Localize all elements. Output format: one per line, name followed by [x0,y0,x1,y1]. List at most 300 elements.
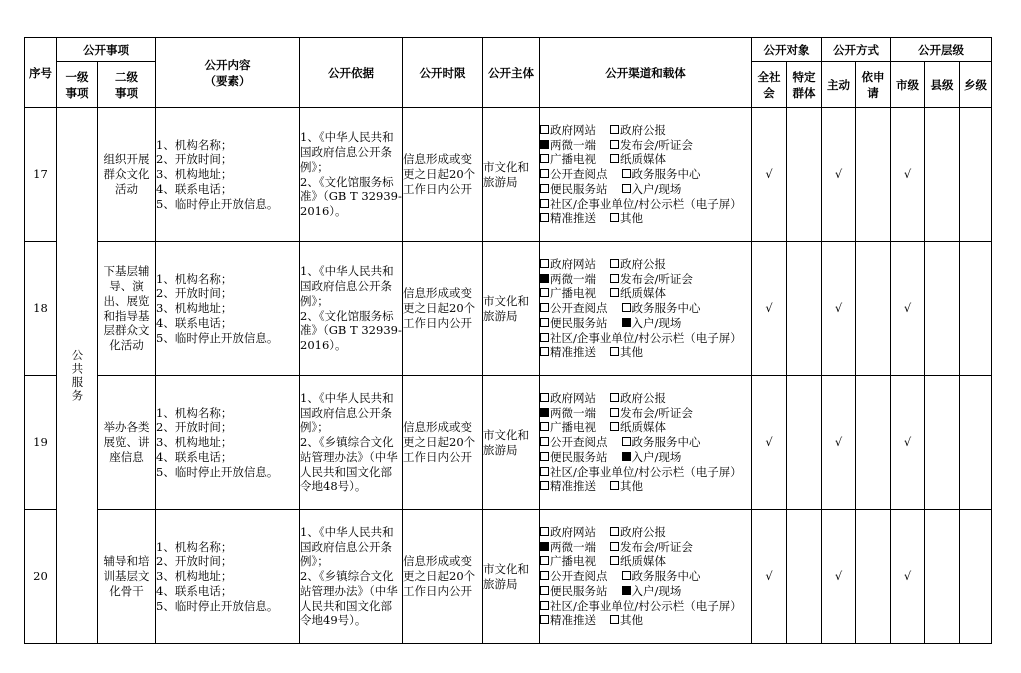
channels-cell [540,242,752,376]
header-level1 [57,62,98,108]
checked-box-icon [622,452,631,461]
channel-option-push[interactable] [540,345,596,359]
empty-box-icon [540,318,549,327]
empty-box-icon [610,125,619,134]
channel-option-press[interactable] [610,138,693,152]
disclosure-table [24,37,992,644]
table-row [25,242,992,376]
content-cell [156,242,300,376]
channel-line [540,599,751,614]
empty-box-icon [540,125,549,134]
empty-box-icon [540,422,549,431]
row-number: 18 [25,242,57,376]
channel-option-push[interactable] [540,613,596,627]
channel-label: 社区/企事业单位/村公示栏（电子屏） [550,196,742,211]
channel-label: 便民服务站 [550,181,608,196]
channel-option-press[interactable] [610,406,693,420]
empty-box-icon [610,259,619,268]
basis-line: 1、《中华人民共和国政府信息公开条例》； [300,130,394,174]
empty-box-icon [540,452,549,461]
channels-cell [540,510,752,644]
checked-box-icon [540,408,549,417]
check-mark-icon: √ [834,435,843,450]
level-city-cell [891,376,925,510]
empty-box-icon [610,154,619,163]
content-line: 3、机构地址； [156,301,233,316]
content-cell [156,376,300,510]
time-limit-cell: 信息形成或变更之日起20个工作日内公开 [403,376,483,510]
channel-option-gov-gazette[interactable] [610,257,666,271]
channel-label: 纸质媒体 [620,286,666,301]
content-line: 4、联系电话； [156,449,233,464]
header-channels: 公开渠道和载体 [540,38,752,108]
channel-option-other[interactable] [610,479,643,493]
empty-box-icon [610,527,619,536]
empty-box-icon [540,437,549,446]
basis-line: 1、《中华人民共和国政府信息公开条例》； [300,390,394,435]
method-active-cell [822,510,856,644]
channel-option-door-to-door[interactable] [622,450,682,464]
header-level-county: 县级 [925,62,960,108]
channel-option-bulletin[interactable] [540,465,742,479]
content-cell [156,510,300,644]
level-county-cell [925,108,960,242]
row-number: 19 [25,376,57,510]
empty-box-icon [540,571,549,580]
basis-cell [300,376,403,510]
checked-box-icon [622,586,631,595]
channel-label: 政府网站 [550,122,596,137]
channel-label: 入户/现场 [631,583,682,598]
empty-box-icon [540,199,549,208]
channel-option-door-to-door[interactable] [622,182,682,196]
channel-line [540,331,751,346]
channel-label: 精准推送 [550,345,596,360]
subject-cell: 市文化和旅游局 [483,510,540,644]
channel-option-gov-site[interactable] [540,525,596,539]
level-county-cell [925,242,960,376]
checked-box-icon [540,140,549,149]
channel-option-gov-gazette[interactable] [610,391,666,405]
channel-option-reading-room[interactable] [540,301,608,315]
channel-label: 公开查阅点 [550,435,608,450]
channel-line [540,316,751,331]
channel-option-broadcast[interactable] [540,420,596,434]
audience-specific-cell [787,242,822,376]
channel-option-broadcast[interactable] [540,286,596,300]
basis-cell [300,242,403,376]
channel-label: 广播电视 [550,420,596,435]
channel-option-gov-site[interactable] [540,391,596,405]
channel-option-service-center[interactable] [622,435,701,449]
channel-line [540,345,751,360]
channels-cell [540,376,752,510]
channel-option-press[interactable] [610,272,693,286]
empty-box-icon [540,288,549,297]
basis-line: 2、《文化馆服务标准》（GB T 32939-2016）。 [300,308,402,353]
check-mark-icon: √ [903,301,912,316]
channel-option-gov-gazette[interactable] [610,525,666,539]
channel-label: 入户/现场 [631,181,682,196]
empty-box-icon [610,393,619,402]
basis-line: 1、《中华人民共和国政府信息公开条例》； [300,264,394,308]
content-line: 2、开放时间； [156,286,233,301]
channel-label: 其他 [620,613,643,628]
audience-all-cell [752,376,787,510]
empty-box-icon [540,303,549,312]
channel-label: 其他 [620,211,643,226]
subject-cell: 市文化和旅游局 [483,108,540,242]
method-active-cell [822,108,856,242]
channel-label: 精准推送 [550,613,596,628]
channel-label: 其他 [620,479,643,494]
table-body [25,108,992,644]
channel-option-bulletin[interactable] [540,197,742,211]
channel-label: 便民服务站 [550,315,608,330]
table-row [25,108,992,242]
level2-item: 组织开展群众文化活动 [98,108,156,242]
check-mark-icon: √ [765,167,773,182]
empty-box-icon [610,542,619,551]
channel-label: 政府网站 [550,524,596,539]
channel-label: 精准推送 [550,211,596,226]
header-content-line2: （要素） [204,73,251,88]
empty-box-icon [540,169,549,178]
channel-line [540,257,751,272]
header-subject: 公开主体 [483,38,540,108]
channel-line [540,540,751,555]
channel-line [540,435,751,450]
content-line: 2、开放时间； [156,554,233,569]
channel-option-print-media[interactable] [610,286,666,300]
channel-option-door-to-door[interactable] [622,584,682,598]
empty-box-icon [610,408,619,417]
audience-specific-cell [787,108,822,242]
channel-line [540,286,751,301]
channel-line [540,420,751,435]
channel-option-bulletin[interactable] [540,331,742,345]
header-level-town: 乡级 [960,62,992,108]
basis-cell [300,108,403,242]
level-county-cell [925,510,960,644]
content-cell [156,108,300,242]
empty-box-icon [610,288,619,297]
empty-box-icon [540,556,549,565]
empty-box-icon [610,213,619,222]
subject-cell: 市文化和旅游局 [483,242,540,376]
empty-box-icon [540,184,549,193]
empty-box-icon [610,274,619,283]
header-audience-specific-line1: 特定 [792,69,816,84]
channel-option-reading-room[interactable] [540,167,608,181]
table-row [25,376,992,510]
channel-line [540,465,751,480]
empty-box-icon [540,213,549,222]
channel-label: 公开查阅点 [550,301,608,316]
header-audience-all [752,62,787,108]
audience-specific-cell [787,376,822,510]
channel-line [540,554,751,569]
channel-line [540,211,751,226]
empty-box-icon [610,140,619,149]
channel-line [540,138,751,153]
level-town-cell [960,242,992,376]
basis-cell [300,510,403,644]
channel-label: 入户/现场 [631,449,682,464]
header-audience: 公开对象 [752,38,822,62]
channel-option-wechat-weibo[interactable] [540,138,596,152]
channel-line [540,584,751,599]
check-mark-icon: √ [834,301,843,316]
header-audience-specific [787,62,822,108]
header-seq: 序号 [25,38,57,108]
empty-box-icon [622,184,631,193]
channel-label: 政府公报 [620,390,666,405]
check-mark-icon: √ [834,569,843,584]
empty-box-icon [540,347,549,356]
channel-label: 政府公报 [620,122,666,137]
channel-option-wechat-weibo[interactable] [540,406,596,420]
content-line: 4、联系电话； [156,583,233,598]
channel-label: 其他 [620,345,643,360]
empty-box-icon [622,303,631,312]
channel-label: 政务服务中心 [631,167,701,182]
empty-box-icon [540,259,549,268]
content-line: 4、联系电话； [156,181,233,196]
channel-label: 发布会/听证会 [620,271,693,286]
audience-all-cell [752,510,787,644]
level-city-cell [891,242,925,376]
checked-box-icon [540,274,549,283]
header-time-limit: 公开时限 [403,38,483,108]
channel-label: 社区/企事业单位/村公示栏（电子屏） [550,598,742,613]
channel-option-wechat-weibo[interactable] [540,272,596,286]
table-row [25,510,992,644]
channel-option-push[interactable] [540,479,596,493]
category-cell [57,108,98,644]
header-method-request-line1: 依申 [861,69,885,84]
empty-box-icon [610,615,619,624]
channel-label: 发布会/听证会 [620,137,693,152]
empty-box-icon [610,556,619,565]
header-method-request [856,62,891,108]
channel-option-gov-site[interactable] [540,257,596,271]
empty-box-icon [610,481,619,490]
channel-line [540,301,751,316]
basis-line: 2、《乡镇综合文化站管理办法》（中华人民共和国文化部令地49号）。 [300,569,398,628]
channel-label: 两微一端 [550,405,596,420]
level-county-cell [925,376,960,510]
channel-option-door-to-door[interactable] [622,316,682,330]
channel-option-service-center[interactable] [622,167,701,181]
channel-option-other[interactable] [610,613,643,627]
channel-label: 两微一端 [550,271,596,286]
content-line: 1、机构名称； [156,271,233,286]
method-active-cell [822,242,856,376]
level-town-cell [960,108,992,242]
channel-label: 纸质媒体 [620,420,666,435]
level-town-cell [960,510,992,644]
content-line: 3、机构地址； [156,435,233,450]
channel-label: 纸质媒体 [620,152,666,167]
content-line: 5、临时停止开放信息。 [156,196,279,211]
header-audience-all-line2: 会 [763,85,775,100]
level2-item: 辅导和培训基层文化骨干 [98,510,156,644]
content-line: 5、临时停止开放信息。 [156,598,279,613]
channel-line [540,569,751,584]
time-limit-cell: 信息形成或变更之日起20个工作日内公开 [403,510,483,644]
channel-line [540,391,751,406]
channel-label: 政府网站 [550,390,596,405]
channel-option-press[interactable] [610,540,693,554]
header-content-line1: 公开内容 [204,57,251,72]
empty-box-icon [610,347,619,356]
method-request-cell [856,108,891,242]
channel-line [540,152,751,167]
header-level: 公开层级 [891,38,992,62]
audience-specific-cell [787,510,822,644]
channel-option-service-station[interactable] [540,182,608,196]
empty-box-icon [540,601,549,610]
channel-option-wechat-weibo[interactable] [540,540,596,554]
empty-box-icon [622,169,631,178]
header-basis: 公开依据 [300,38,403,108]
channel-option-print-media[interactable] [610,420,666,434]
check-mark-icon: √ [903,167,912,182]
channel-option-reading-room[interactable] [540,569,608,583]
empty-box-icon [540,527,549,536]
channel-option-other[interactable] [610,211,643,225]
content-line: 1、机构名称； [156,405,233,420]
channel-option-broadcast[interactable] [540,152,596,166]
channel-option-print-media[interactable] [610,554,666,568]
level-city-cell [891,510,925,644]
channel-line [540,167,751,182]
channel-label: 政务服务中心 [631,301,701,316]
row-number: 17 [25,108,57,242]
method-request-cell [856,242,891,376]
channel-option-bulletin[interactable] [540,599,742,613]
header-audience-specific-line2: 群体 [792,85,816,100]
channel-line [540,525,751,540]
channel-label: 政府公报 [620,256,666,271]
channel-label: 公开查阅点 [550,167,608,182]
check-mark-icon: √ [834,167,843,182]
header-method-request-line2: 请 [867,85,879,100]
content-line: 5、临时停止开放信息。 [156,330,279,345]
channel-option-other[interactable] [610,345,643,359]
check-mark-icon: √ [903,435,912,450]
content-line: 5、临时停止开放信息。 [156,464,279,479]
channel-option-service-station[interactable] [540,584,608,598]
level-city-cell [891,108,925,242]
check-mark-icon: √ [903,569,912,584]
content-line: 1、机构名称； [156,137,233,152]
channel-label: 精准推送 [550,479,596,494]
channel-line [540,182,751,197]
audience-all-cell [752,108,787,242]
row-number: 20 [25,510,57,644]
basis-line: 2、《文化馆服务标准》（GB T 32939-2016）。 [300,174,402,219]
channel-label: 入户/现场 [631,315,682,330]
category-label: 公共服务 [70,348,85,403]
channel-option-print-media[interactable] [610,152,666,166]
channel-line [540,406,751,421]
channel-line [540,613,751,628]
empty-box-icon [540,467,549,476]
checked-box-icon [622,318,631,327]
empty-box-icon [610,422,619,431]
check-mark-icon: √ [765,569,773,584]
empty-box-icon [540,393,549,402]
empty-box-icon [540,154,549,163]
channel-label: 两微一端 [550,539,596,554]
channel-option-gov-gazette[interactable] [610,123,666,137]
basis-line: 2、《乡镇综合文化站管理办法》（中华人民共和国文化部令地48号）。 [300,435,398,494]
channels-cell [540,108,752,242]
channel-label: 便民服务站 [550,449,608,464]
audience-all-cell [752,242,787,376]
level2-item: 下基层辅导、演出、展览和指导基层群众文化活动 [98,242,156,376]
content-line: 1、机构名称； [156,539,233,554]
channel-option-service-station[interactable] [540,450,608,464]
content-line: 3、机构地址； [156,569,233,584]
channel-option-reading-room[interactable] [540,435,608,449]
channel-line [540,197,751,212]
channel-line [540,479,751,494]
content-line: 4、联系电话； [156,315,233,330]
channel-label: 社区/企事业单位/村公示栏（电子屏） [550,330,742,345]
channel-option-service-station[interactable] [540,316,608,330]
level2-item: 举办各类展览、讲座信息 [98,376,156,510]
content-line: 2、开放时间； [156,152,233,167]
header-level1-line2: 事项 [65,85,89,100]
channel-label: 广播电视 [550,152,596,167]
header-method: 公开方式 [822,38,891,62]
channel-line [540,123,751,138]
channel-option-push[interactable] [540,211,596,225]
channel-label: 发布会/听证会 [620,539,693,554]
content-line: 3、机构地址； [156,167,233,182]
empty-box-icon [540,586,549,595]
channel-option-broadcast[interactable] [540,554,596,568]
method-request-cell [856,376,891,510]
channel-label: 政务服务中心 [631,435,701,450]
method-active-cell [822,376,856,510]
level-town-cell [960,376,992,510]
checked-box-icon [540,542,549,551]
empty-box-icon [540,333,549,342]
channel-option-gov-site[interactable] [540,123,596,137]
header-level2 [98,62,156,108]
empty-box-icon [540,481,549,490]
header-level2-line2: 事项 [115,85,138,100]
time-limit-cell: 信息形成或变更之日起20个工作日内公开 [403,242,483,376]
header-method-active: 主动 [822,62,856,108]
header-level-city: 市级 [891,62,925,108]
channel-option-service-center[interactable] [622,301,701,315]
empty-box-icon [622,437,631,446]
channel-label: 广播电视 [550,286,596,301]
basis-line: 1、《中华人民共和国政府信息公开条例》； [300,524,394,569]
channel-option-service-center[interactable] [622,569,701,583]
channel-label: 纸质媒体 [620,554,666,569]
header-level1-line1: 一级 [65,69,89,84]
channel-label: 政务服务中心 [631,569,701,584]
channel-label: 政府网站 [550,256,596,271]
channel-label: 发布会/听证会 [620,405,693,420]
channel-label: 社区/企事业单位/村公示栏（电子屏） [550,464,742,479]
